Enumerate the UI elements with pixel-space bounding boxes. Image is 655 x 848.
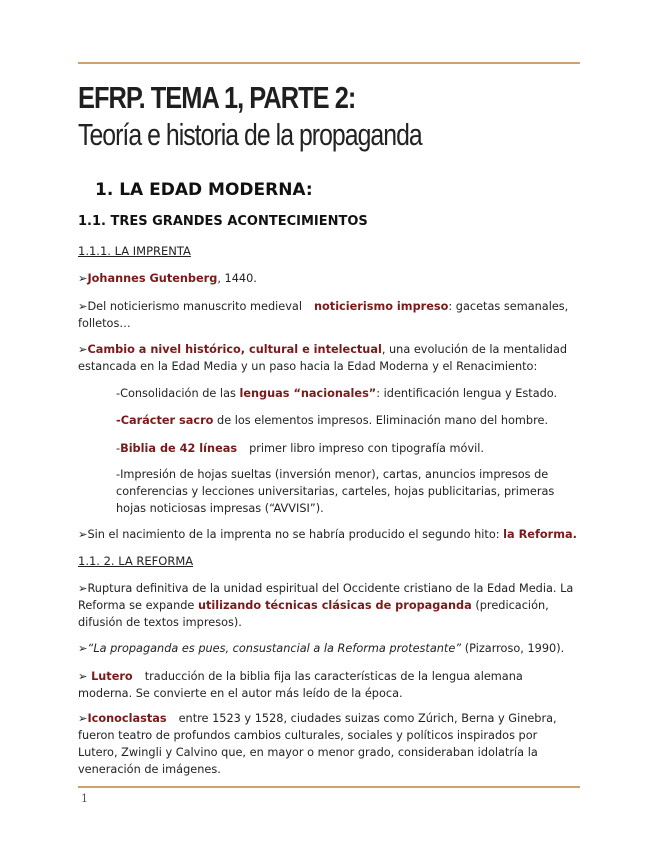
highlight-text: Johannes Gutenberg (87, 272, 218, 285)
highlight-text: Iconoclastas (87, 712, 167, 725)
text: (predicación, difusión de textos impresos). (78, 599, 549, 629)
heading-edad-moderna: 1. LA EDAD MODERNA: (95, 180, 313, 200)
highlight-text: utilizando técnicas clásicas de propaganda (197, 599, 472, 612)
page-number: 1 (81, 792, 88, 805)
heading-tres-acontecimientos: 1.1. TRES GRANDES ACONTECIMIENTOS (78, 214, 368, 229)
bullet-arrow-icon: ➢ (78, 670, 88, 683)
sub-caracter-sacro (116, 412, 580, 429)
text: primer libro impreso con tipografía móvil. (249, 442, 484, 455)
bullet-arrow-icon: ➢ (78, 642, 88, 655)
heading-imprenta: 1.1.1. LA IMPRENTA (78, 244, 191, 258)
sub-lenguas (116, 385, 580, 402)
text: : identificación lengua y Estado. (376, 387, 558, 400)
text: Sin el nacimiento de la imprenta no se habría producido el segundo hito: (87, 528, 504, 541)
heading-reforma: 1.1. 2. LA REFORMA (78, 554, 194, 568)
bullet-arrow-icon: ➢ (78, 300, 88, 313)
text: (Pizarroso, 1990). (461, 642, 565, 655)
title-line-2: Teoría e historia de la propaganda (78, 117, 422, 152)
bottom-divider (78, 786, 580, 788)
quote-text: “La propaganda es pues, consustancial a la Reforma protestante” (87, 642, 462, 655)
paragraph-noticierismo (78, 298, 580, 332)
highlight-text: Cambio a nivel histórico, cultural e intelectual (87, 343, 382, 356)
text: - (116, 442, 121, 455)
bullet-arrow-icon: ➢ (78, 343, 88, 356)
bullet-arrow-icon: ➢ (78, 528, 88, 541)
text: Ruptura definitiva de la unidad espiritual del Occidente cristiano de la Edad Media. La Reforma se expande (78, 582, 574, 612)
title-line-1: EFRP. TEMA 1, PARTE 2: (78, 80, 356, 115)
highlight-text: Biblia de 42 líneas (120, 442, 238, 455)
bullet-arrow-icon: ➢ (78, 712, 88, 725)
paragraph-gutenberg (78, 270, 580, 287)
text: , una evolución de la mentalidad estancada en la Edad Media y un paso hacia la Edad Moderna y el Renacimiento: (78, 343, 568, 373)
highlight-text: lenguas “nacionales” (239, 387, 377, 400)
highlight-text: Lutero (91, 670, 133, 683)
highlight-text: noticierismo impreso (313, 300, 449, 313)
highlight-text: la Reforma. (503, 528, 577, 541)
bullet-arrow-icon: ➢ (78, 272, 88, 285)
text: -Consolidación de las (116, 387, 240, 400)
paragraph-sin-imprenta (78, 526, 580, 543)
top-divider (78, 62, 580, 64)
sub-biblia (116, 440, 580, 457)
text: traducción de la biblia fija las características de la lengua alemana moderna. Se convierte en el autor más leído de la época. (78, 670, 523, 700)
paragraph-iconoclastas (78, 710, 580, 778)
highlight-text: -Carácter sacro (116, 414, 214, 427)
text: , 1440. (217, 272, 257, 285)
text: entre 1523 y 1528, ciudades suizas como Zúrich, Berna y Ginebra, fueron teatro de profundos cambios culturales, sociales y políticos inspirados por Lutero, Zwingli y Calvino que, en mayor o menor grado, consideraban idolatría la veneración de imágenes. (78, 712, 557, 776)
sub-impresion: -Impresión de hojas sueltas (inversión menor), cartas, anuncios impresos de conferencias y lecciones universitarias, carteles, hojas publicitarias, primeras hojas noticiosas impresas (“AVVISI”). (116, 468, 555, 515)
bullet-arrow-icon: ➢ (78, 582, 88, 595)
paragraph-lutero (78, 668, 580, 702)
paragraph-cambio (78, 341, 580, 375)
text: : gacetas semanales, folletos… (78, 300, 569, 330)
paragraph-cita (78, 640, 580, 657)
paragraph-ruptura (78, 580, 580, 631)
text: de los elementos impresos. Eliminación mano del hombre. (213, 414, 549, 427)
text: Del noticierismo manuscrito medieval (87, 300, 302, 313)
